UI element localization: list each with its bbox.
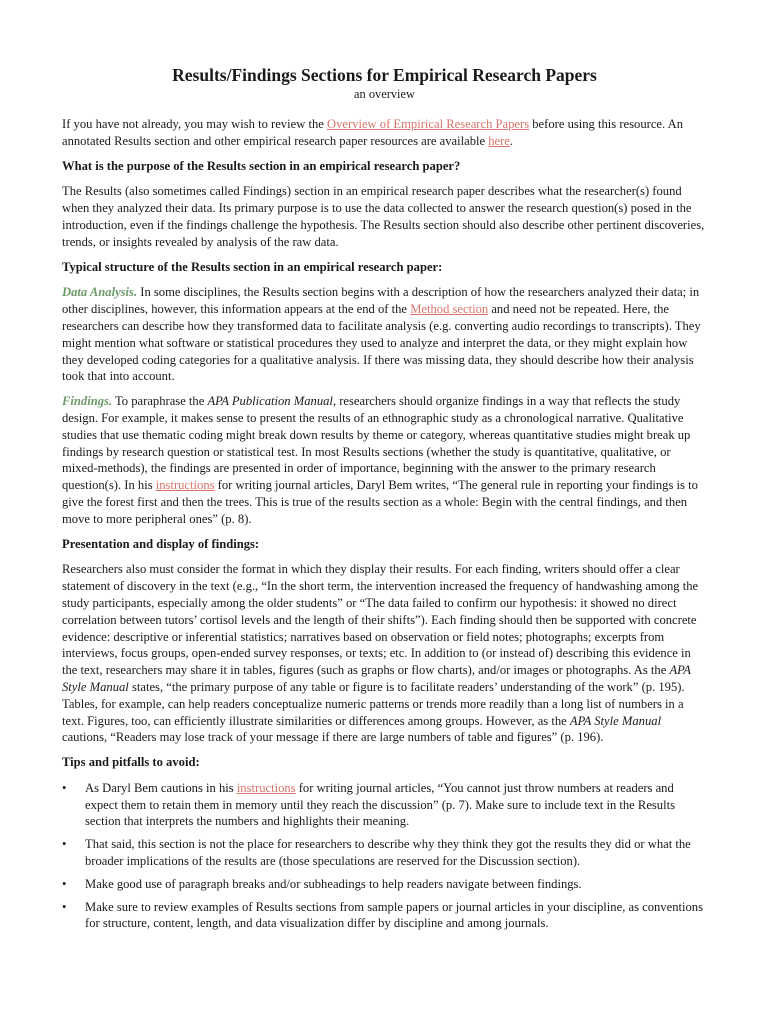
apa-style-manual-1: APA Style Manual [62,663,691,694]
apa-style-manual-2: APA Style Manual [569,713,662,728]
structure-heading: Typical structure of the Results section in an empirical research paper: [62,259,443,274]
list-item [62,876,707,893]
resources-here-link[interactable]: here [488,133,510,148]
findings-paragraph [62,393,707,527]
presentation-text-3: cautions, “Readers may lose track of your message if there are large numbers of table and figures” (p. 196). [62,730,604,745]
list-item [62,780,707,830]
purpose-heading: What is the purpose of the Results section in an empirical research paper? [62,158,461,173]
bem-instructions-link[interactable]: instructions [155,478,215,493]
overview-link[interactable]: Overview of Empirical Research Papers [326,117,530,131]
data-analysis-paragraph [62,284,707,385]
intro-text-1: If you have not already, you may wish to review the [62,117,327,131]
apa-publication-manual: APA Publication Manual [207,394,333,409]
method-section-link[interactable]: Method section [410,302,489,317]
bullet-icon: • [62,899,67,914]
presentation-heading: Presentation and display of findings: [62,536,260,551]
bullet-icon: • [62,837,67,852]
tip-3-text: Make good use of paragraph breaks and/or subheadings to help readers navigate between findings. [85,876,582,891]
findings-text-2: , researchers should organize findings in a way that reflects the study design. For example, it makes sense to present the results of an ethnographic study as a chronological narrative. Qualitative studies that use thematic coding might break down results by theme or category, whereas quantitative studies might break up findings by research question or statistical test. In most Results sections (whether the study is quantitative, qualitative, or mixed-methods), the findings are presented in order of importance, beginning with the answer to the primary research question(s). In his [62,394,691,493]
bullet-icon: • [62,780,67,795]
presentation-text-2: states, “the primary purpose of any table or figure is to facilitate readers’ understanding of the work” (p. 195). Tables, for example, can help readers conceptualize numeric patterns or trends more readily than a long list of numbers in a text. Figures, too, can efficiently illustrate similarities or differences among groups. However, as the [62,679,685,728]
presentation-paragraph [62,561,707,746]
purpose-paragraph: The Results (also sometimes called Findings) section in an empirical research paper describes what the researcher(s) found when they analyzed their data. Its primary purpose is to use the data collected to answer the research question(s) posed in the introduction, even if the findings challenge the hypothesis. The Results section should also describe other pertinent discoveries, trends, or insights revealed by analysis of the raw data. [62,184,705,249]
page-title: Results/Findings Sections for Empirical Research Papers [172,65,597,85]
findings-text-3: for writing journal articles, Daryl Bem writes, “The general rule in reporting your findings is to give the forest first and then the trees. This is true of the results section as a whole: Begin with the central findings, and then move to more peripheral ones” (p. 8). [62,478,698,526]
tip-1-text-2: for writing journal articles, “You cannot just throw numbers at readers and expect them to retain them in memory until they reach the discussion” (p. 7). Make sure to include text in the Results section that interprets the numbers and highlights their meaning. [85,780,676,829]
tips-heading: Tips and pitfalls to avoid: [62,755,200,770]
bem-instructions-link-2[interactable]: instructions [236,780,296,795]
data-analysis-text-2: and need not be repeated. Here, the researchers can describe how they transformed data to facilitate analysis (e.g. converting audio recordings to transcripts). They might mention what software or statistical procedures they used to analyze and interpret the data, or they might explain how they developed coding categories for a qualitative analysis. If there was missing data, they should describe how their analysis took that into account. [62,302,701,384]
data-analysis-lead: Data Analysis. [62,285,138,300]
document-page [62,64,707,938]
tip-1-text-1: As Daryl Bem cautions in his [85,780,237,795]
findings-lead: Findings. [62,394,113,409]
list-item [62,899,707,933]
data-analysis-text-1: In some disciplines, the Results section begins with a description of how the researchers analyzed their data; in other disciplines, however, this information appears at the end of the [62,285,700,317]
page-subtitle: an overview [354,87,415,101]
tips-list [62,780,707,932]
findings-text-1: To paraphrase the [112,394,208,409]
intro-text-2: before using this resource. An annotated Results section and other empirical research paper resources are available [62,117,683,148]
bullet-icon: • [62,876,67,891]
list-item [62,836,707,870]
presentation-text-1: Researchers also must consider the format in which they display their results. For each finding, writers should offer a clear statement of discovery in the text (e.g., “In the short term, the intervention increased the frequency of handwashing among the study participants, especially among the older students” or “The data failed to confirm our hypothesis: it showed no direct correlation between tutors’ cortisol levels and the length of their shifts”). Each finding should then be supported with concrete evidence: descriptive or inferential statistics; narratives based on observation or field notes; photographs; excerpts from interviews, focus groups, open-ended survey responses, or texts; etc. In addition to (or instead of) describing this evidence in the text, researchers may share it in tables, figures (such as graphs or flow charts), and/or images or photographs. As the [62,562,699,678]
tip-2-text: That said, this section is not the place for researchers to describe why they think they got the results they did or what the broader implications of the results are (those speculations are reserved for the Discussion section). [85,837,691,869]
tip-4-text: Make sure to review examples of Results sections from sample papers or journal articles in your discipline, as conventions for structure, content, length, and data visualization differ by discipline and among journals. [85,899,703,931]
intro-text-3: . [509,133,514,148]
intro-paragraph [62,116,707,150]
